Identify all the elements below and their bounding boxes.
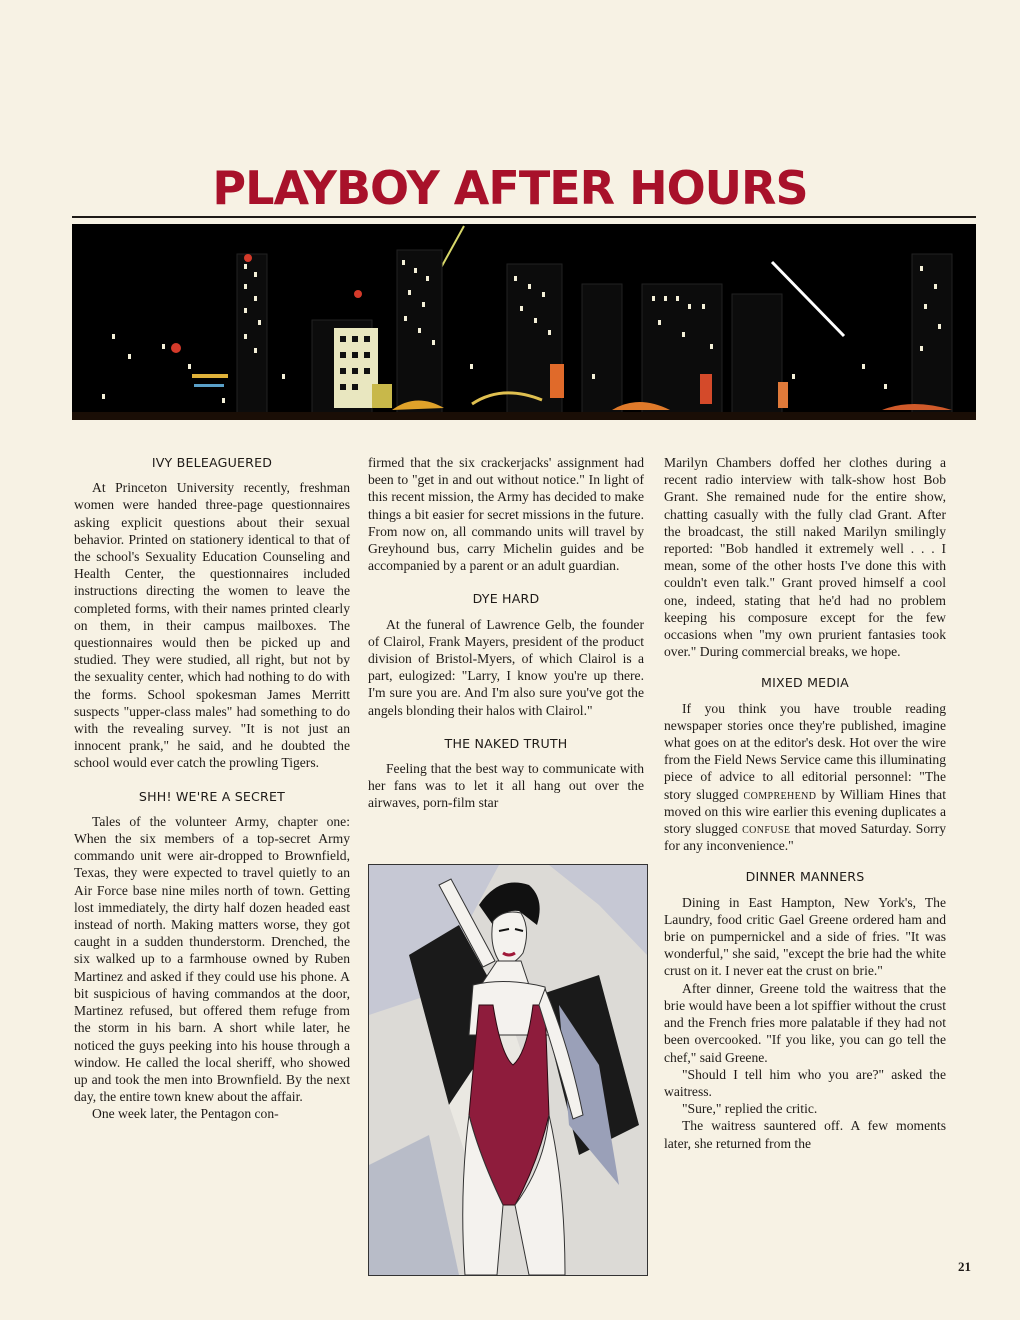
heading-naked-truth: THE NAKED TRUTH <box>444 735 568 751</box>
dinner-paragraph-5: The waitress sauntered off. A few moments later, she returned from the <box>664 1118 946 1151</box>
dinner-paragraph-1: Dining in East Hampton, New York's, The Laundry, food critic Gael Greene ordered ham and brie on pumpernickel and a side of fries. "It was wonderful," she said, "except the brie had the white crust on it. I never eat the crust on brie." <box>664 894 946 979</box>
naked-paragraph-continued: Marilyn Chambers doffed her clothes during a recent radio interview with talk-show host Bob Grant. She remained nude for the entire show, chatting casually with the fully clad Grant. After the broadcast, the still naked Marilyn smilingly reported: "Bob handled it extremely well . . . I mean, some of the other hosts I've done this with couldn't even talk." Grant proved himself a cool one, indeed, stating that he'd had no problem keeping his composure except for the few occasions when "my own prurient fantasies took over." During commercial breaks, we hope. <box>664 455 946 660</box>
page-number: 21 <box>958 1259 971 1274</box>
heading-dye-hard: DYE HARD <box>472 591 540 607</box>
title-rule <box>72 216 976 218</box>
slug-confuse: confuse <box>742 821 791 837</box>
slug-comprehend: comprehend <box>743 786 817 802</box>
mixed-text-a: If you think you have trouble reading newspaper stories once they're published, imagine what goes on at the editor's desk. Hot over the wire from the Field News Service came this illuminating piece of advice to all editorial personnel: "The story slugged <box>664 700 946 802</box>
dinner-paragraph-2: After dinner, Greene told the waitress that the brie would have been a lot spiffier without the crust and the French fries more palatable if they had not been overcooked. "If you like, you can go tell the chef," said Greene. <box>664 980 946 1065</box>
dinner-paragraph-4: "Sure," replied the critic. <box>682 1101 818 1117</box>
secret-paragraph-1: Tales of the volunteer Army, chapter one: When the six members of a top-secret Army commando unit were air-dropped to Brownfield, Texas, they were expected to travel quietly to an Air Force base nine miles north of town. Getting lost immediately, the dirty half dozen headed east instead of north. Making matters worse, they got caught in a sudden thunderstorm. Drenched, the six walked up to a farmhouse owned by Ruben Martinez and asked if they could use his phone. A bit suspicious of having commandos at the door, Martinez refused, but offered them refuge from the storm in his barn. A short while later, he noticed the guys peeking into his house through a window. He called the local sheriff, who showed up and took the men into Brownfield. By the next day, the entire town knew about the affair. <box>74 813 350 1105</box>
swimsuit-woman-illustration <box>368 864 648 1276</box>
column-3 <box>664 454 946 1152</box>
column-1 <box>74 454 350 1123</box>
mixed-text-b: by William Hines that moved on this wire earlier this evening duplicates a story slugged <box>664 786 946 837</box>
dinner-paragraph-3: "Should I tell him who you are?" asked the waitress. <box>664 1066 946 1099</box>
naked-paragraph-start: Feeling that the best way to communicate with her fans was to let it all hang out over the airwaves, porn-film star <box>368 761 644 811</box>
ivy-paragraph: At Princeton University recently, freshman women were handed three-page questionnaires asking explicit questions about their sexual behavior. Printed on stationery identical to that of the school's Sexuality Education Counseling and Health Center, the questionnaires included instructions directing the women to leave the completed forms, with their names printed clearly on them, in their campus mailboxes. The questionnaires would then be picked up and studied. They were studied, all right, but not by the sexuality center, which had nothing to do with the forms. School spokesman James Merritt suspects "upper-class males" had something to do with the revealing survey. "It is not just an innocent prank," he said, and he doubted the school would ever catch the prowling Tigers. <box>74 480 350 771</box>
column-2 <box>368 454 644 812</box>
mixed-text-c: that moved Saturday. Sorry for any inconvenience." <box>664 821 947 854</box>
secret-paragraph-2-start: One week later, the Pentagon con- <box>92 1106 279 1122</box>
mixed-paragraph <box>664 700 946 855</box>
page-title: PLAYBOY AFTER HOURS <box>212 161 808 215</box>
secret-paragraph-2-continued: firmed that the six crackerjacks' assignment had been to "get in and out without notice." In light of this recent mission, the Army has decided to make things a bit easier for secret missions in the future. From now on, all commando units will travel by Greyhound bus, carry Michelin guides and be accompanied by a parent or an adult guardian. <box>368 455 644 574</box>
dye-paragraph: At the funeral of Lawrence Gelb, the founder of Clairol, Frank Mayers, president of the product division of Bristol-Myers, of which Clairol is a part, eulogized: "Larry, I know you're up there. I'm sure you are. And I'm also sure you've got the angels blonding their halos with Clairol." <box>368 616 644 718</box>
heading-mixed-media: MIXED MEDIA <box>761 675 849 691</box>
city-skyline-illustration <box>72 224 976 420</box>
heading-shh-secret: SHH! WE'RE A SECRET <box>138 788 286 804</box>
heading-dinner-manners: DINNER MANNERS <box>745 869 865 885</box>
heading-ivy-beleaguered: IVY BELEAGUERED <box>151 455 273 470</box>
